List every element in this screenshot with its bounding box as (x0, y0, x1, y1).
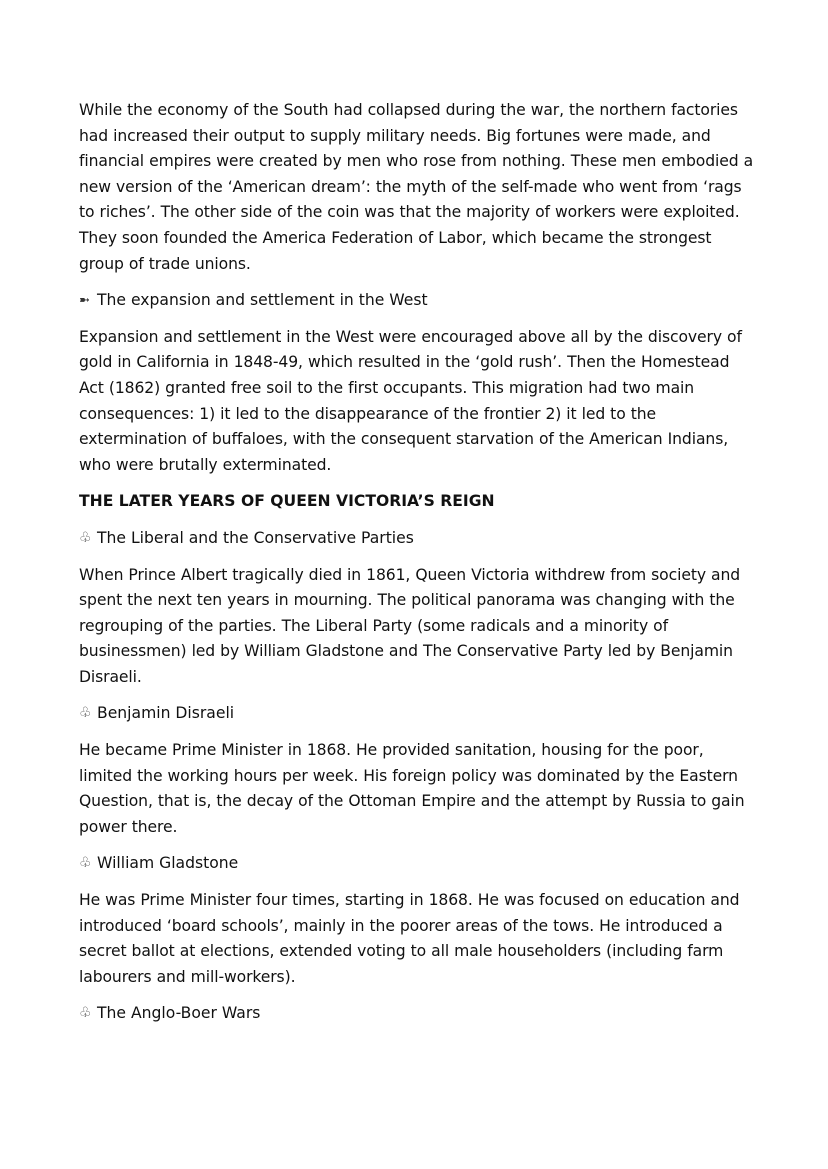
subheading-label: The Liberal and the Conservative Parties (97, 528, 414, 547)
paragraph-expansion-west: Expansion and settlement in the West were encouraged above all by the discovery of gold in California in 1848-49, which resulted in the ‘gold rush’. Then the Homestead Act (1862) granted free soil to the first occupants. This migration had two main consequences: 1) it led to the disappearance of the frontier 2) it led to the extermination of buffaloes, with the consequent starvation of the American Indians, who were brutally exterminated. (79, 327, 742, 474)
document-page (79, 98, 759, 1038)
paragraph-gladstone: He was Prime Minister four times, starting in 1868. He was focused on education and introduced ‘board schools’, mainly in the poorer areas of the tows. He introduced a secret ballot at elections, extended voting to all male householders (including farm labourers and mill-workers). (79, 891, 740, 986)
subheading-disraeli (79, 701, 759, 727)
paragraph-parties: When Prince Albert tragically died in 1861, Queen Victoria withdrew from society and spent the next ten years in mourning. The political panorama was changing with the regrouping of the parties. The Liberal Party (some radicals and a minority of businessmen) led by William Gladstone and The Conservative Party led by Benjamin Disraeli. (79, 565, 741, 686)
subheading-label: Benjamin Disraeli (97, 704, 235, 723)
subheading-expansion-west (79, 288, 759, 314)
subheading-boer-wars (79, 1001, 759, 1027)
subheading-label: William Gladstone (97, 854, 239, 873)
subheading-label: The Anglo-Boer Wars (97, 1004, 261, 1023)
subheading-gladstone (79, 851, 759, 877)
paragraph-disraeli: He became Prime Minister in 1868. He provided sanitation, housing for the poor, limited the working hours per week. His foreign policy was dominated by the Eastern Question, that is, the decay of the Ottoman Empire and the attempt by Russia to gain power there. (79, 741, 745, 836)
section-heading-victoria: THE LATER YEARS OF QUEEN VICTORIA’S REIGN (79, 492, 495, 511)
club-bullet-icon: ♧ (79, 855, 92, 872)
club-bullet-icon: ♧ (79, 1005, 92, 1022)
arrow-bullet-icon: ➼ (79, 293, 90, 309)
subheading-label: The expansion and settlement in the West (97, 291, 428, 310)
club-bullet-icon: ♧ (79, 705, 92, 722)
paragraph-northern-economy: While the economy of the South had collapsed during the war, the northern factories had increased their output to supply military needs. Big fortunes were made, and financial empires were created by men who rose from nothing. These men embodied a new version of the ‘American dream’: the myth of the self-made who went from ‘rags to riches’. The other side of the coin was that the majority of workers were exploited. They soon founded the America Federation of Labor, which became the strongest group of trade unions. (79, 101, 754, 273)
subheading-parties (79, 526, 759, 552)
club-bullet-icon: ♧ (79, 529, 92, 546)
